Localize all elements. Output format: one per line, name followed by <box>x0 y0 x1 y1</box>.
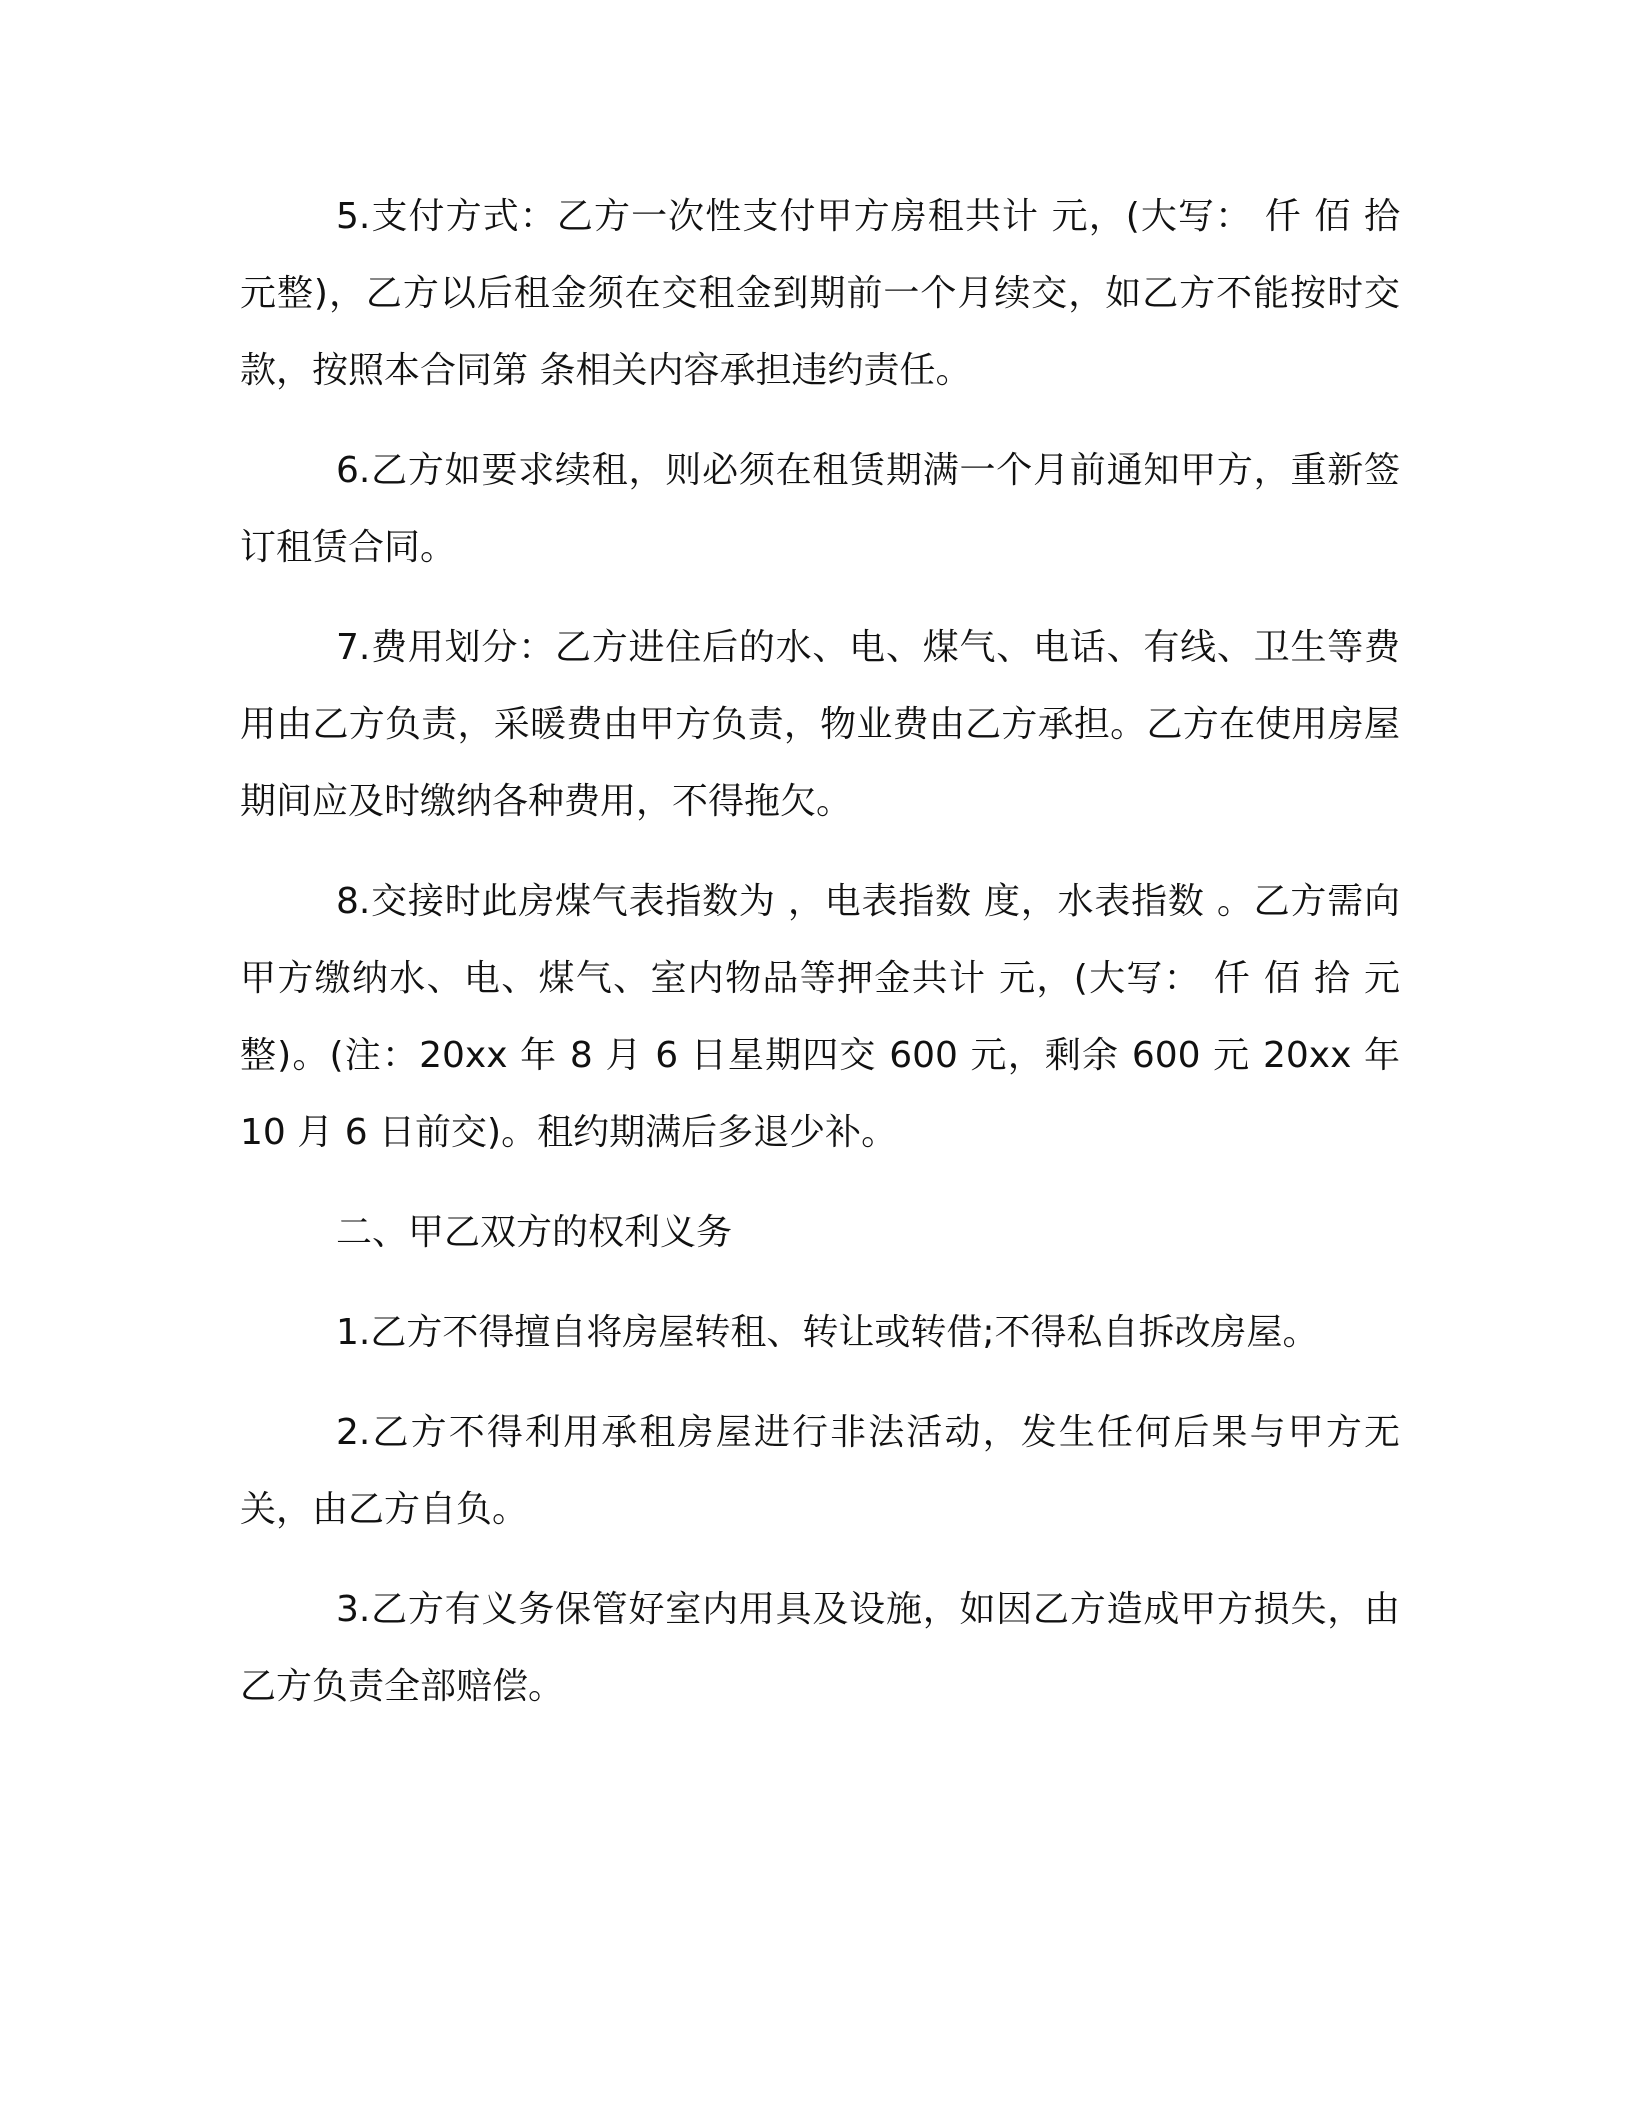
clause-7-fee-allocation: 7.费用划分：乙方进住后的水、电、煤气、电话、有线、卫生等费用由乙方负责，采暖费由甲方负责，物业费由乙方承担。乙方在使用房屋期间应及时缴纳各种费用，不得拖欠。 <box>240 627 1400 822</box>
document-body <box>240 178 1400 1748</box>
obligation-2-no-illegal-use: 2.乙方不得利用承租房屋进行非法活动，发生任何后果与甲方无关，由乙方自负。 <box>240 1412 1400 1530</box>
clause-8-handover-deposit: 8.交接时此房煤气表指数为 ，电表指数 度，水表指数 。乙方需向甲方缴纳水、电、煤气、室内物品等押金共计 元，(大写： 仟 佰 拾 元整)。(注：20xx 年 8 月 6 日星期四交 600 元，剩余 600 元 20xx 年 10 月 6 日前交)。租约期满后多退少补。 <box>240 881 1400 1153</box>
clause-6-renewal: 6.乙方如要求续租，则必须在租赁期满一个月前通知甲方，重新签订租赁合同。 <box>240 450 1400 568</box>
clause-5-payment-method: 5.支付方式：乙方一次性支付甲方房租共计 元，(大写： 仟 佰 拾 元整)，乙方以后租金须在交租金到期前一个月续交，如乙方不能按时交款，按照本合同第 条相关内容承担违约责任。 <box>240 196 1400 391</box>
obligation-3-care-of-facilities: 3.乙方有义务保管好室内用具及设施，如因乙方造成甲方损失，由乙方负责全部赔偿。 <box>240 1589 1400 1707</box>
obligation-1-no-sublet: 1.乙方不得擅自将房屋转租、转让或转借;不得私自拆改房屋。 <box>336 1312 1319 1353</box>
section-heading-rights-obligations: 二、甲乙双方的权利义务 <box>336 1212 733 1253</box>
